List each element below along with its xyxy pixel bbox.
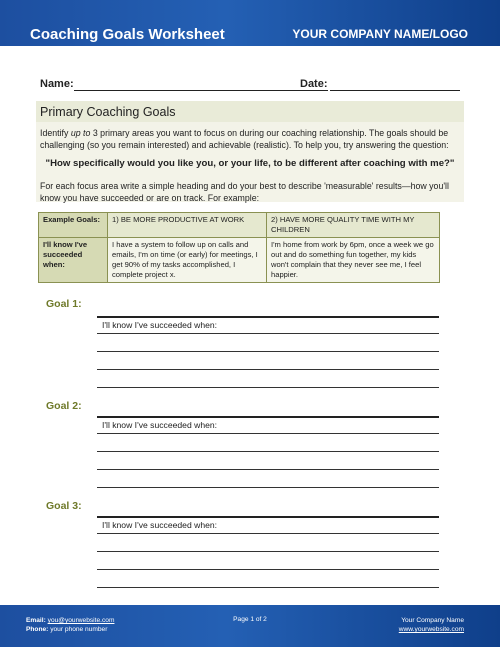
header-bar — [0, 0, 500, 46]
section-title: Primary Coaching Goals — [40, 105, 176, 119]
goal-1-prompt: I'll know I've succeeded when: — [102, 320, 218, 330]
footer-company — [399, 616, 464, 634]
goal-1-writing-line[interactable] — [97, 351, 439, 352]
section-heading — [36, 101, 464, 122]
intro-text-a: Identify — [40, 128, 71, 138]
goal-3-label: Goal 3: — [46, 500, 82, 512]
table-cell: I have a system to follow up on calls and emails, I'm on time (or early) for meetings, I get 90% of my tasks accomplished, I complete project x. — [108, 238, 267, 283]
goal-1-writing-line[interactable] — [97, 333, 439, 334]
goal-2-writing-line[interactable] — [97, 487, 439, 488]
email-label: Email: — [26, 617, 46, 624]
goal-2-prompt: I'll know I've succeeded when: — [102, 420, 218, 430]
goal-2-writing-line[interactable] — [97, 451, 439, 452]
goal-2-writing-line[interactable] — [97, 469, 439, 470]
goal-1-heading-line[interactable] — [97, 316, 439, 318]
date-label: Date: — [300, 78, 328, 90]
goal-2-writing-line[interactable] — [97, 433, 439, 434]
goal-3-prompt: I'll know I've succeeded when: — [102, 520, 218, 530]
goal-3-writing-line[interactable] — [97, 569, 439, 570]
name-label: Name: — [40, 78, 74, 90]
key-question: "How specifically would you like you, or your life, to be different after coaching with me?" — [45, 158, 455, 169]
page-number: Page 1 of 2 — [233, 616, 267, 623]
document-title: Coaching Goals Worksheet — [30, 26, 225, 43]
table-cell: 1) BE MORE PRODUCTIVE AT WORK — [108, 213, 267, 238]
phone-label: Phone: — [26, 626, 49, 633]
goal-3-heading-line[interactable] — [97, 516, 439, 518]
intro-emphasis: up to — [70, 128, 91, 138]
goal-1-writing-line[interactable] — [97, 387, 439, 388]
table-row-header: I'll know I've succeeded when: — [39, 238, 108, 283]
example-intro-paragraph: For each focus area write a simple heading and do your best to describe 'measurable' results—how you'll know you have succeeded or are on track. For example: — [40, 181, 449, 203]
footer-bar — [0, 605, 500, 647]
intro-paragraph — [40, 127, 460, 151]
goal-1-writing-line[interactable] — [97, 369, 439, 370]
goal-3-writing-line[interactable] — [97, 551, 439, 552]
intro-text-b: 3 primary areas you want to focus on during our coaching relationship. The goals should be challenging (so you remain interested) and achievable (realistic). To help you, try answering the question: — [40, 128, 449, 150]
date-field-line[interactable] — [330, 90, 460, 91]
name-field-line[interactable] — [74, 90, 328, 91]
table-cell: 2) HAVE MORE QUALITY TIME WITH MY CHILDREN — [267, 213, 440, 238]
goal-1-label: Goal 1: — [46, 298, 82, 310]
example-goals-table — [38, 212, 440, 283]
email-link[interactable]: you@yourwebsite.com — [47, 617, 115, 624]
goal-2-label: Goal 2: — [46, 400, 82, 412]
website-link[interactable]: www.yourwebsite.com — [398, 626, 464, 633]
footer-company-name: Your Company Name — [401, 617, 464, 624]
goal-2-heading-line[interactable] — [97, 416, 439, 418]
table-row-header: Example Goals: — [39, 213, 108, 238]
name-date-row — [40, 78, 460, 94]
table-row — [39, 213, 440, 238]
goal-3-writing-line[interactable] — [97, 533, 439, 534]
table-row — [39, 238, 440, 283]
company-logo-text: YOUR COMPANY NAME/LOGO — [292, 27, 468, 41]
table-cell: I'm home from work by 6pm, once a week we go out and do something fun together, my kids won't complain that they never see me, I feel happier. — [267, 238, 440, 283]
phone-number: your phone number — [50, 626, 108, 633]
goal-3-writing-line[interactable] — [97, 587, 439, 588]
